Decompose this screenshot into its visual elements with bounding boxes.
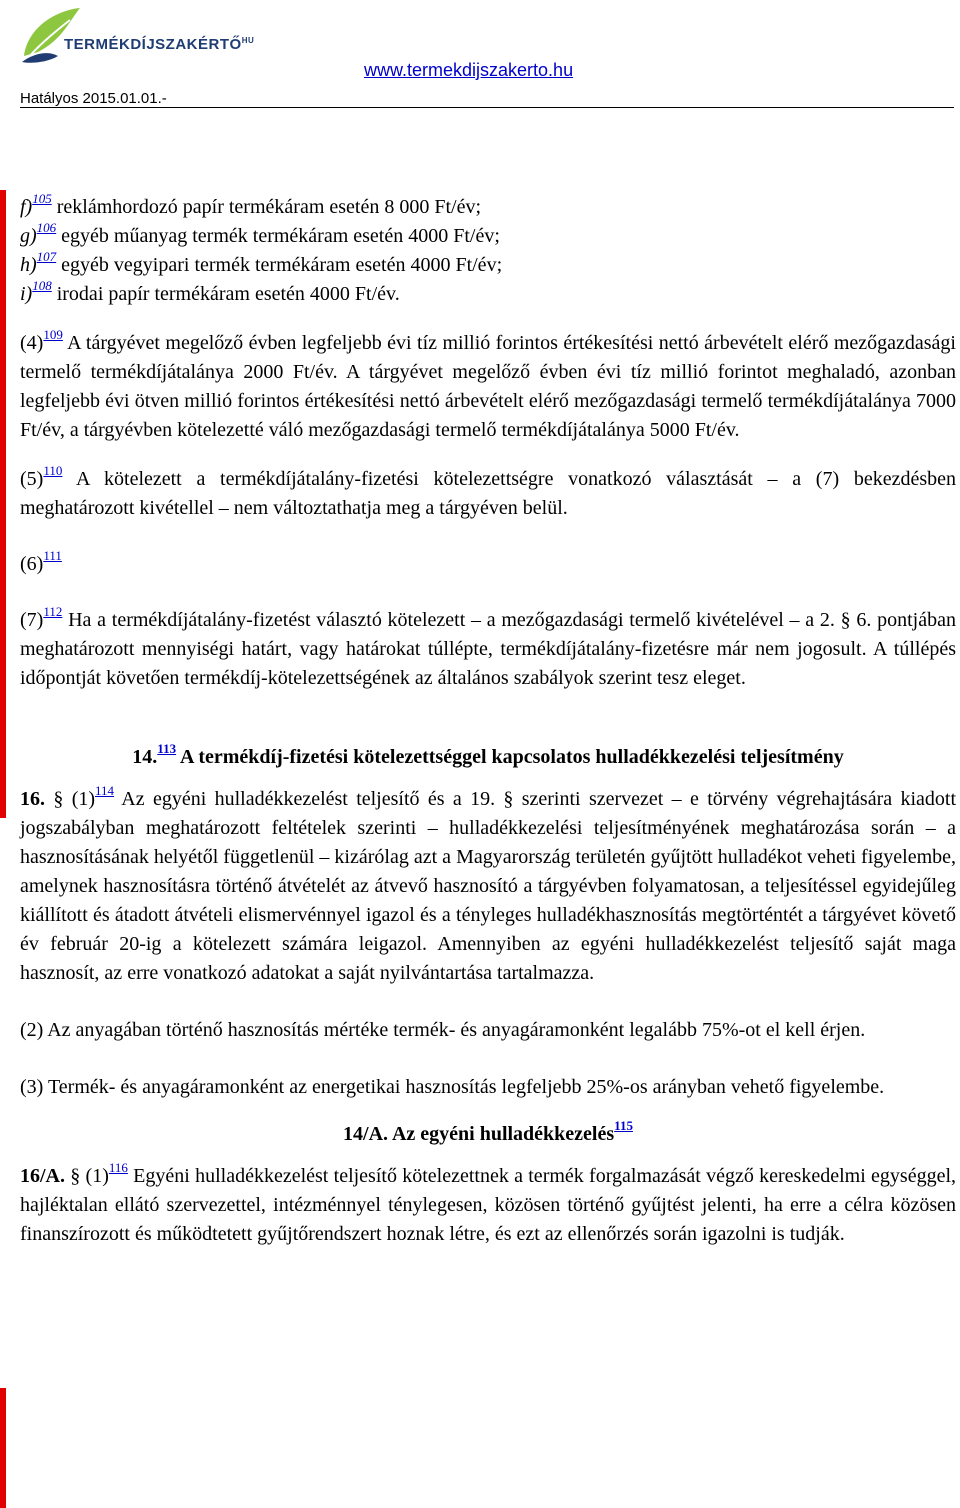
- section-16-paragraph-2: (2) Az anyagában történő hasznosítás mértéke termék- és anyagáramonként legalább 75%-ot el kell érjen.: [20, 1019, 866, 1041]
- paragraph-7: $(7)^{112}$ Ha a termékdíjátalány-fizetést választó kötelezett – a mezőgazdasági termelő kivételével – a 2. § 6. pontjában meghatározott mennyiségi határt, vagy határokat túllépte, termékdíjátalány-fizetésre már nem jogosult. A túllépés időpontját követően termékdíj-kötelezettségének az általános szabályok szerint tesz eleget.: [20, 604, 956, 689]
- amount-list: [20, 193, 956, 309]
- change-marker-bar: [0, 1388, 6, 1508]
- document-body: [20, 193, 956, 1249]
- list-item: g)$^{106}$ egyéb műanyag termék termékáram esetén 4000 Ft/év;: [20, 220, 500, 247]
- list-item: f)$^{105}$ reklámhordozó papír termékáram esetén 8 000 Ft/év;: [20, 191, 482, 218]
- effective-date: Hatályos 2015.01.01.-: [20, 90, 167, 107]
- paragraph-4: $(4)^{109}$ A tárgyévet megelőző évben legfeljebb évi tíz millió forintos értékesítési nettó árbevételt elérő mezőgazdasági termelő termékdíjátalánya 2000 Ft/év. A tárgyévet megelőző évben évi tíz millió forintot meghaladó, azonban legfeljebb évi ötven millió forintos értékesítési nettó árbevételt elérő mezőgazdasági termelő termékdíjátalánya 7000 Ft/év, a tárgyévben kötelezetté váló mezőgazdasági termelő termékdíjátalánya 5000 Ft/év.: [20, 327, 956, 441]
- footnote-link[interactable]: 105: [32, 191, 52, 207]
- footnote-link[interactable]: 110: [43, 463, 63, 479]
- paragraph-6: $(6)^{111}$: [20, 548, 62, 575]
- footnote-link[interactable]: 112: [43, 604, 63, 620]
- footnote-link[interactable]: 114: [95, 783, 115, 799]
- header-divider: [20, 107, 954, 108]
- list-item: i)$^{108}$ irodai papír termékáram esetén 4000 Ft/év.: [20, 278, 400, 305]
- paragraph-5: $(5)^{110}$ A kötelezett a termékdíjátalány-fizetési kötelezettségre vonatkozó választását – a (7) bekezdésben meghatározott kivétellel – nem változtathatja meg a tárgyéven belül.: [20, 463, 956, 519]
- footnote-link[interactable]: 108: [32, 278, 52, 294]
- footnote-link[interactable]: 116: [108, 1160, 128, 1176]
- logo-text: $TERMÉKDÍJSZAKÉRTŐ^{HU}$: [64, 36, 255, 53]
- footnote-link[interactable]: 111: [43, 548, 62, 564]
- footnote-link[interactable]: 106: [36, 220, 57, 236]
- list-item: h)$^{107}$ egyéb vegyipari termék termékáram esetén 4000 Ft/év;: [20, 249, 503, 276]
- footnote-link[interactable]: 107: [36, 249, 57, 265]
- footnote-link[interactable]: 115: [614, 1118, 633, 1134]
- section-16a-paragraph-1: 16/A. § $(1)^{116}$ Egyéni hulladékkezelést teljesítő kötelezettnek a termék forgalmazását végző kereskedelmi egységgel, hajléktalan ellátó szervezettel, intézménnyel ténylegesen, közösen történő gyűjtést jelenti, ha erre a célra közösen finanszírozott és működtetett gyűjtőrendszert hoznak létre, és ezt az ellenőrzés során igazolni is tudják.: [20, 1160, 957, 1245]
- footnote-link[interactable]: 109: [43, 327, 63, 343]
- page-header: [0, 0, 960, 115]
- change-marker-bar: [0, 190, 6, 818]
- footnote-link[interactable]: 113: [157, 741, 177, 757]
- section-heading-14a: 14/A. Az egyéni hulladékkezelés$^{115}$: [343, 1118, 633, 1145]
- section-16-paragraph-3: (3) Termék- és anyagáramonként az energetikai hasznosítás legfeljebb 25%-os arányban vehető figyelembe.: [20, 1076, 885, 1098]
- section-heading-14: 14.$^{113}$ A termékdíj-fizetési kötelezettséggel kapcsolatos hulladékkezelési teljesítmény: [132, 741, 844, 768]
- website-link[interactable]: www.termekdijszakerto.hu: [364, 60, 574, 80]
- section-16-paragraph-1: 16. § $(1)^{114}$ Az egyéni hulladékkezelést teljesítő és a 19. § szerinti szervezet – e törvény végrehajtására kiadott jogszabályban meghatározott feltételek szerinti – hulladékkezelési teljesítményének meghatározása során – a hasznosításának helyétől függetlenül – kizárólag azt a Magyarország területén gyűjtött hulladékot veheti figyelembe, amelynek hasznosításra történő átvételét az átvevő hasznosító a tárgyévben folyamatosan, a teljesítéssel egyidejűleg kiállított és átadott átvételi elismervénnyel igazol és a tényleges hulladékhasznosítás megtörténtét a tárgyévet követő év február 20-ig a kötelezett számára leigazol. Amennyiben az egyéni hulladékkezelést teljesítő saját maga hasznosít, az erre vonatkozó adatokat a saját nyilvántartása tartalmazza.: [20, 783, 957, 984]
